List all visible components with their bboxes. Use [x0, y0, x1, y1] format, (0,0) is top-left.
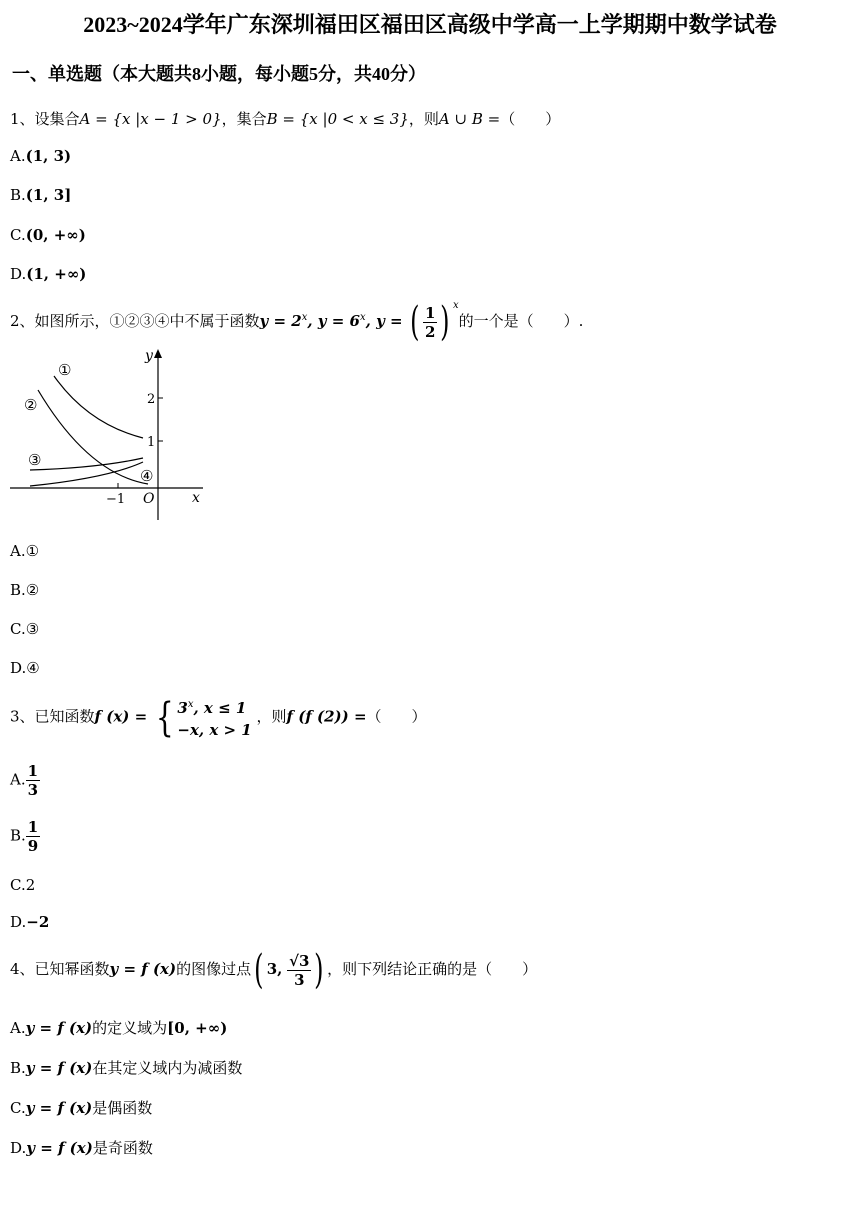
option-value: (1, +∞) [26, 265, 87, 283]
option-value: (1, 3) [25, 147, 72, 165]
option-label: B. [10, 581, 26, 599]
origin-label: O [143, 491, 155, 507]
q2-func-2: , y = 6 [307, 312, 360, 330]
option-label: D. [10, 1139, 27, 1157]
numerator: 1 [27, 818, 39, 836]
curve-1 [54, 376, 143, 438]
option-label: C. [10, 620, 26, 638]
right-paren: ) [440, 299, 450, 345]
case-1-exp: x [187, 699, 194, 710]
label-3: ③ [28, 451, 42, 469]
denominator: 2 [424, 322, 436, 341]
denominator: 3 [294, 970, 305, 989]
option-value: ③ [25, 620, 40, 638]
q1-option-a[interactable] [10, 147, 71, 165]
option-value: (1, 3] [25, 186, 72, 204]
q2-exp-3: x [453, 300, 459, 311]
option-label: D. [10, 659, 27, 677]
curve-2 [38, 390, 148, 484]
q1-prefix: 1、设集合 [10, 110, 80, 128]
section-heading: 一、单选题（本大题共8小题，每小题5分，共40分） [12, 64, 426, 84]
label-2: ② [24, 396, 38, 414]
q4-option-c[interactable] [10, 1097, 152, 1118]
tick-minus-1: −1 [106, 492, 126, 507]
curve-4 [30, 462, 143, 486]
q2-exp-1: x [301, 312, 308, 323]
q1-set-a: A = {x |x − 1 > 0} [79, 110, 222, 128]
q2-exp-2: x [359, 312, 366, 323]
option-expr: y = f (x) [25, 1059, 93, 1077]
q3-prefix: 3、已知函数 [10, 707, 95, 726]
q2-option-c[interactable] [10, 620, 39, 638]
label-1: ① [58, 361, 72, 379]
option-value: (0, +∞) [25, 226, 86, 244]
left-paren: ( [410, 299, 420, 345]
label-4: ④ [140, 467, 154, 485]
q1-set-b: B = {x |0 < x ≤ 3} [266, 110, 409, 128]
q2-option-d[interactable] [10, 659, 40, 677]
q4-option-a[interactable] [10, 1017, 227, 1038]
option-label: D. [10, 265, 27, 283]
q2-option-a[interactable] [10, 542, 39, 560]
q4-mid: 的图像过点 [176, 960, 252, 978]
numerator: √3 [289, 951, 310, 970]
brace: { [155, 694, 174, 741]
q1-suffix: （ ） [500, 110, 561, 128]
numerator: 1 [27, 762, 39, 780]
q2-func-3: , y = [365, 312, 403, 330]
option-label: A. [10, 147, 26, 165]
q1-option-b[interactable] [10, 186, 71, 204]
left-paren: ( [254, 947, 264, 993]
option-text: 的定义域为 [92, 1019, 168, 1037]
exam-title: 2023~2024学年广东深圳福田区福田区高级中学高一上学期期中数学试卷 [83, 12, 777, 37]
question-4 [10, 947, 538, 993]
option-label: C. [10, 1099, 26, 1117]
x-axis-label: x [192, 490, 200, 506]
q2-option-b[interactable] [10, 581, 39, 599]
q1-mid2: ，则 [408, 110, 439, 128]
q1-option-d[interactable] [10, 265, 86, 283]
option-expr: y = f (x) [25, 1099, 93, 1117]
q4-option-b[interactable] [10, 1057, 242, 1078]
q4-suffix: ，则下列结论正确的是（ ） [327, 960, 538, 978]
q3-cases [177, 694, 251, 741]
q2-suffix: 的一个是（ ）. [458, 312, 584, 330]
q3-suffix: （ ） [366, 707, 427, 726]
q4-prefix: 4、已知幂函数 [10, 960, 110, 978]
denominator: 3 [27, 781, 39, 799]
option-text: 是奇函数 [92, 1139, 153, 1157]
q1-expr: A ∪ B = [438, 110, 501, 128]
option-value: −2 [26, 913, 50, 931]
question-3 [10, 694, 427, 741]
question-1 [10, 108, 560, 129]
option-fraction [26, 762, 40, 799]
option-text: C.2 [10, 876, 36, 894]
numerator: 1 [424, 303, 436, 322]
option-label: B. [10, 186, 26, 204]
tick-2: 2 [147, 392, 156, 407]
option-tail: [0, +∞) [167, 1019, 228, 1037]
option-value: ② [25, 581, 40, 599]
q4-option-d[interactable] [10, 1137, 153, 1158]
q2-prefix: 2、如图所示，①②③④中不属于函数 [10, 312, 260, 330]
case-1-base: 3 [177, 699, 188, 717]
option-label: A. [10, 770, 26, 789]
q1-mid: ，集合 [221, 110, 267, 128]
point-fraction [287, 952, 311, 989]
q3-expr: f (f (2)) = [286, 707, 367, 726]
option-text: 是偶函数 [92, 1099, 153, 1117]
option-text: 在其定义域内为减函数 [92, 1059, 243, 1077]
q2-func-1: y = 2 [259, 312, 302, 330]
question-2 [10, 299, 584, 345]
option-expr: y = f (x) [25, 1019, 93, 1037]
q3-option-b[interactable] [10, 818, 40, 855]
q2-fraction [423, 304, 437, 341]
q3-option-d[interactable] [10, 913, 49, 931]
right-paren: ) [314, 947, 324, 993]
option-expr: y = f (x) [26, 1139, 93, 1157]
point-x: 3, [266, 960, 283, 978]
option-fraction [26, 818, 40, 855]
option-label: D. [10, 913, 27, 931]
option-label: C. [10, 226, 26, 244]
denominator: 9 [27, 837, 39, 855]
q3-option-a[interactable] [10, 762, 40, 799]
q4-function: y = f (x) [109, 960, 177, 978]
q1-option-c[interactable] [10, 226, 86, 244]
q3-mid: ，则 [256, 707, 287, 726]
y-axis-label: y [145, 348, 153, 364]
option-label: A. [10, 542, 26, 560]
q3-option-c[interactable] [10, 876, 35, 894]
option-value: ④ [26, 659, 40, 677]
tick-1: 1 [147, 435, 156, 450]
case-1-cond: , x ≤ 1 [193, 699, 247, 717]
option-label: B. [10, 826, 26, 845]
option-label: A. [10, 1019, 26, 1037]
q3-function: f (x) = [94, 707, 148, 726]
case-2: −x, x > 1 [177, 721, 252, 739]
function-graph [8, 344, 218, 524]
option-label: B. [10, 1059, 26, 1077]
option-value: ① [25, 542, 40, 560]
